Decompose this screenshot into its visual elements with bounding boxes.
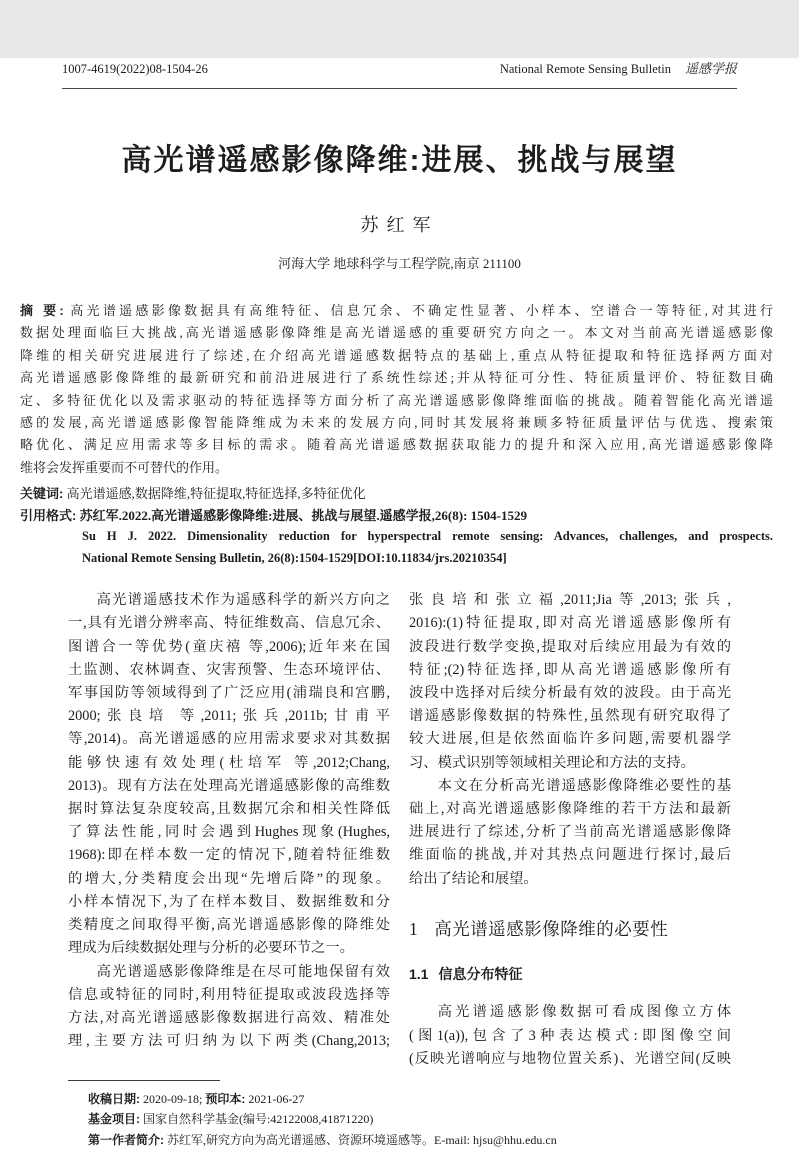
text-line: 军事国防等领域得到了广泛应用(浦瑞良和宫鹏, (68, 685, 390, 702)
subsection-title: 信息分布特征 (438, 966, 523, 983)
text-line: National Remote Sensing Bulletin, 26(8):1504-1529[DOI:10.11834/jrs.20210354] (82, 550, 507, 565)
subsection-number: 1.1 (409, 966, 429, 983)
text-line: 习、模式识别等领域相关理论和方法的支持。 (409, 754, 695, 771)
citation-zh-line (20, 505, 773, 527)
text-line: 高光谱遥感影像降维是在尽可能地保留有效 (96, 963, 390, 980)
text-line: 较大进展,但是依然面临许多问题,需要机器学 (409, 731, 731, 748)
paper-title: 高光谱遥感影像降维:进展、挑战与展望 (121, 144, 678, 177)
section-title: 高光谱遥感影像降维的必要性 (434, 918, 669, 939)
text-line: 给出了结论和展望。 (409, 870, 538, 887)
text-line: (图1(a)),包含了3种表达模式:即图像空间 (409, 1027, 731, 1044)
bio-label: 第一作者简介: (88, 1132, 164, 1147)
text-line: 小样本情况下,为了在样本数目、数据维数和分 (68, 893, 390, 910)
paper-page (0, 58, 799, 1165)
footnote-rule (68, 1080, 220, 1081)
text-line: 高光谱遥感影像降维的最新研究和前沿进展进行了系统性综述;并从特征可分性、特征质量评价、特征数目确 (20, 370, 773, 386)
text-line: 土监测、农林调查、灾害预警、生态环境评估、 (68, 661, 390, 678)
text-line: 图谱合一等优势(童庆禧 等,2006);近年来在国 (68, 638, 390, 655)
text-line: 波段进行数学变换,提取对后续应用最为有效的 (409, 638, 731, 655)
journal-names (500, 58, 737, 77)
funding-label: 基金项目: (88, 1112, 140, 1127)
keywords-text: 高光谱遥感,数据降维,特征提取,特征选择,多特征优化 (66, 486, 366, 502)
running-head (62, 58, 737, 89)
article-code: 1007-4619(2022)08-1504-26 (62, 62, 208, 76)
text-line: 1968):即在样本数一定的情况下,随着特征维数 (68, 847, 390, 864)
abstract-first-line (20, 300, 773, 322)
text-line: 类精度之间取得平衡,高光谱遥感影像的降维处 (68, 917, 390, 934)
text-line: 高光谱遥感技术作为遥感科学的新兴方向之 (96, 592, 390, 609)
citation-label: 引用格式: (20, 507, 77, 523)
preprint-value: 2021-06-27 (248, 1091, 305, 1106)
text-line: 2000;张良培 等,2011;张兵,2011b;甘甫平 (68, 708, 390, 725)
text-line: 一,具有光谱分辨率高、特征维数高、信息冗余、 (68, 615, 390, 632)
section-number: 1 (409, 918, 419, 939)
text-line: Su H J. 2022. Dimensionality reduction for hyperspectral remote sensing: Advances, challenges, and prospects. (82, 529, 773, 544)
text-line: 据时算法复杂度较高,且数据冗余和相关性降低 (68, 801, 390, 818)
left-column (68, 589, 390, 1071)
footnote-block (88, 1089, 759, 1151)
citation-en-lines (82, 526, 773, 569)
text-line: 理成为后续数据处理与分析的必要环节之一。 (68, 940, 354, 957)
text-line: 降维的相关研究进展进行了综述,在介绍高光谱遥感数据特点的基础上,重点从特征提取和特征选择两方面对 (20, 347, 773, 363)
text-line: 谱遥感影像数据的特殊性,虽然现有研究取得了 (409, 708, 731, 725)
text-line: 波段中选择对后续分析最有效的波段。由于高光 (409, 685, 731, 702)
text-line: 信息或特征的同时,利用特征提取或波段选择等 (68, 986, 390, 1003)
body-columns (68, 589, 731, 1071)
abstract-label: 摘 要: (20, 303, 64, 318)
footnote-funding (88, 1109, 759, 1130)
text-line: 的增大,分类精度会出现“先增后降”的现象。 (68, 870, 390, 887)
text-line: 本文在分析高光谱遥感影像降维必要性的基 (437, 777, 731, 794)
subsection-heading (409, 963, 731, 986)
keywords-label: 关键词: (20, 486, 64, 502)
received-label: 收稿日期: (88, 1091, 140, 1106)
right-column-para1 (409, 589, 731, 891)
text-line: 了算法性能,同时会遇到Hughes现象(Hughes, (68, 824, 390, 841)
text-line: 数据处理面临巨大挑战,高光谱遥感影像降维是高光谱遥感的重要研究方向之一。本文对当前高光谱遥感影像 (20, 325, 773, 341)
footnote-author-bio (88, 1130, 759, 1151)
footnote-received (88, 1089, 759, 1110)
abstract-text: 高光谱遥感影像数据具有高维特征、信息冗余、不确定性显著、小样本、空谱合一等特征,对其进行 (70, 303, 773, 318)
author-name: 苏红军 (360, 215, 439, 235)
text-line: 略优化、满足应用需求等多目标的需求。随着高光谱遥感数据获取能力的提升和深入应用,高光谱遥感影像降 (20, 437, 773, 453)
abstract-lines (20, 322, 773, 479)
text-line: 理,主要方法可归纳为以下两类(Chang,2013; (68, 1033, 390, 1050)
preprint-label: 预印本: (205, 1091, 246, 1106)
citation-zh-text: 苏红军.2022.高光谱遥感影像降维:进展、挑战与展望.遥感学报,26(8): 1504-1529 (79, 507, 527, 523)
text-line: 等,2014)。高光谱遥感的应用需求要求对其数据 (68, 731, 390, 748)
bio-value: 苏红军,研究方向为高光谱遥感、资源环境遥感等。E-mail: hjsu@hhu.edu.cn (167, 1132, 557, 1147)
abstract-block (20, 300, 773, 479)
text-line: 特征;(2)特征选择,即从高光谱遥感影像所有 (409, 661, 731, 678)
author-affiliation: 河海大学 地球科学与工程学院,南京 211100 (278, 256, 521, 271)
text-line: (反映光谱响应与地物位置关系)、光谱空间(反映 (409, 1050, 731, 1067)
journal-name-cn: 遥感学报 (684, 61, 737, 76)
text-line: 维将会发挥重要而不可替代的作用。 (20, 459, 229, 475)
text-line: 2016):(1)特征提取,即对高光谱遥感影像所有 (409, 615, 731, 632)
text-line: 方法,对高光谱遥感影像数据进行高效、精准处 (68, 1009, 390, 1026)
text-line: 定、多特征优化以及需求驱动的特征选择等方面分析了高光谱遥感影像降维面临的挑战。随着智能化高光谱遥 (20, 392, 773, 408)
text-line: 进展进行了综述,分析了当前高光谱遥感影像降 (409, 824, 731, 841)
text-line: 张良培和张立福,2011;Jia等,2013;张兵, (409, 592, 731, 609)
right-column (409, 589, 731, 1071)
text-line: 高光谱遥感影像数据可看成图像立方体 (437, 1004, 731, 1021)
right-column-para2 (409, 1001, 731, 1071)
text-line: 感的发展,高光谱遥感影像智能降维成为未来的发展方向,同时其发展将兼顾多特征质量评估与优选、搜索策 (20, 415, 773, 431)
received-value: 2020-09-18; (143, 1091, 203, 1106)
journal-name-en: National Remote Sensing Bulletin (499, 62, 671, 76)
keywords-line (20, 483, 773, 505)
text-line: 2013)。现有方法在处理高光谱遥感影像的高维数 (68, 777, 390, 794)
funding-value: 国家自然科学基金(编号:42122008,41871220) (143, 1112, 374, 1127)
text-line: 维面临的挑战,并对其热点问题进行探讨,最后 (409, 847, 731, 864)
text-line: 础上,对高光谱遥感影像降维的若干方法和最新 (409, 801, 731, 818)
section-heading (409, 918, 731, 941)
text-line: 能够快速有效处理(杜培军 等,2012;Chang, (68, 754, 390, 771)
